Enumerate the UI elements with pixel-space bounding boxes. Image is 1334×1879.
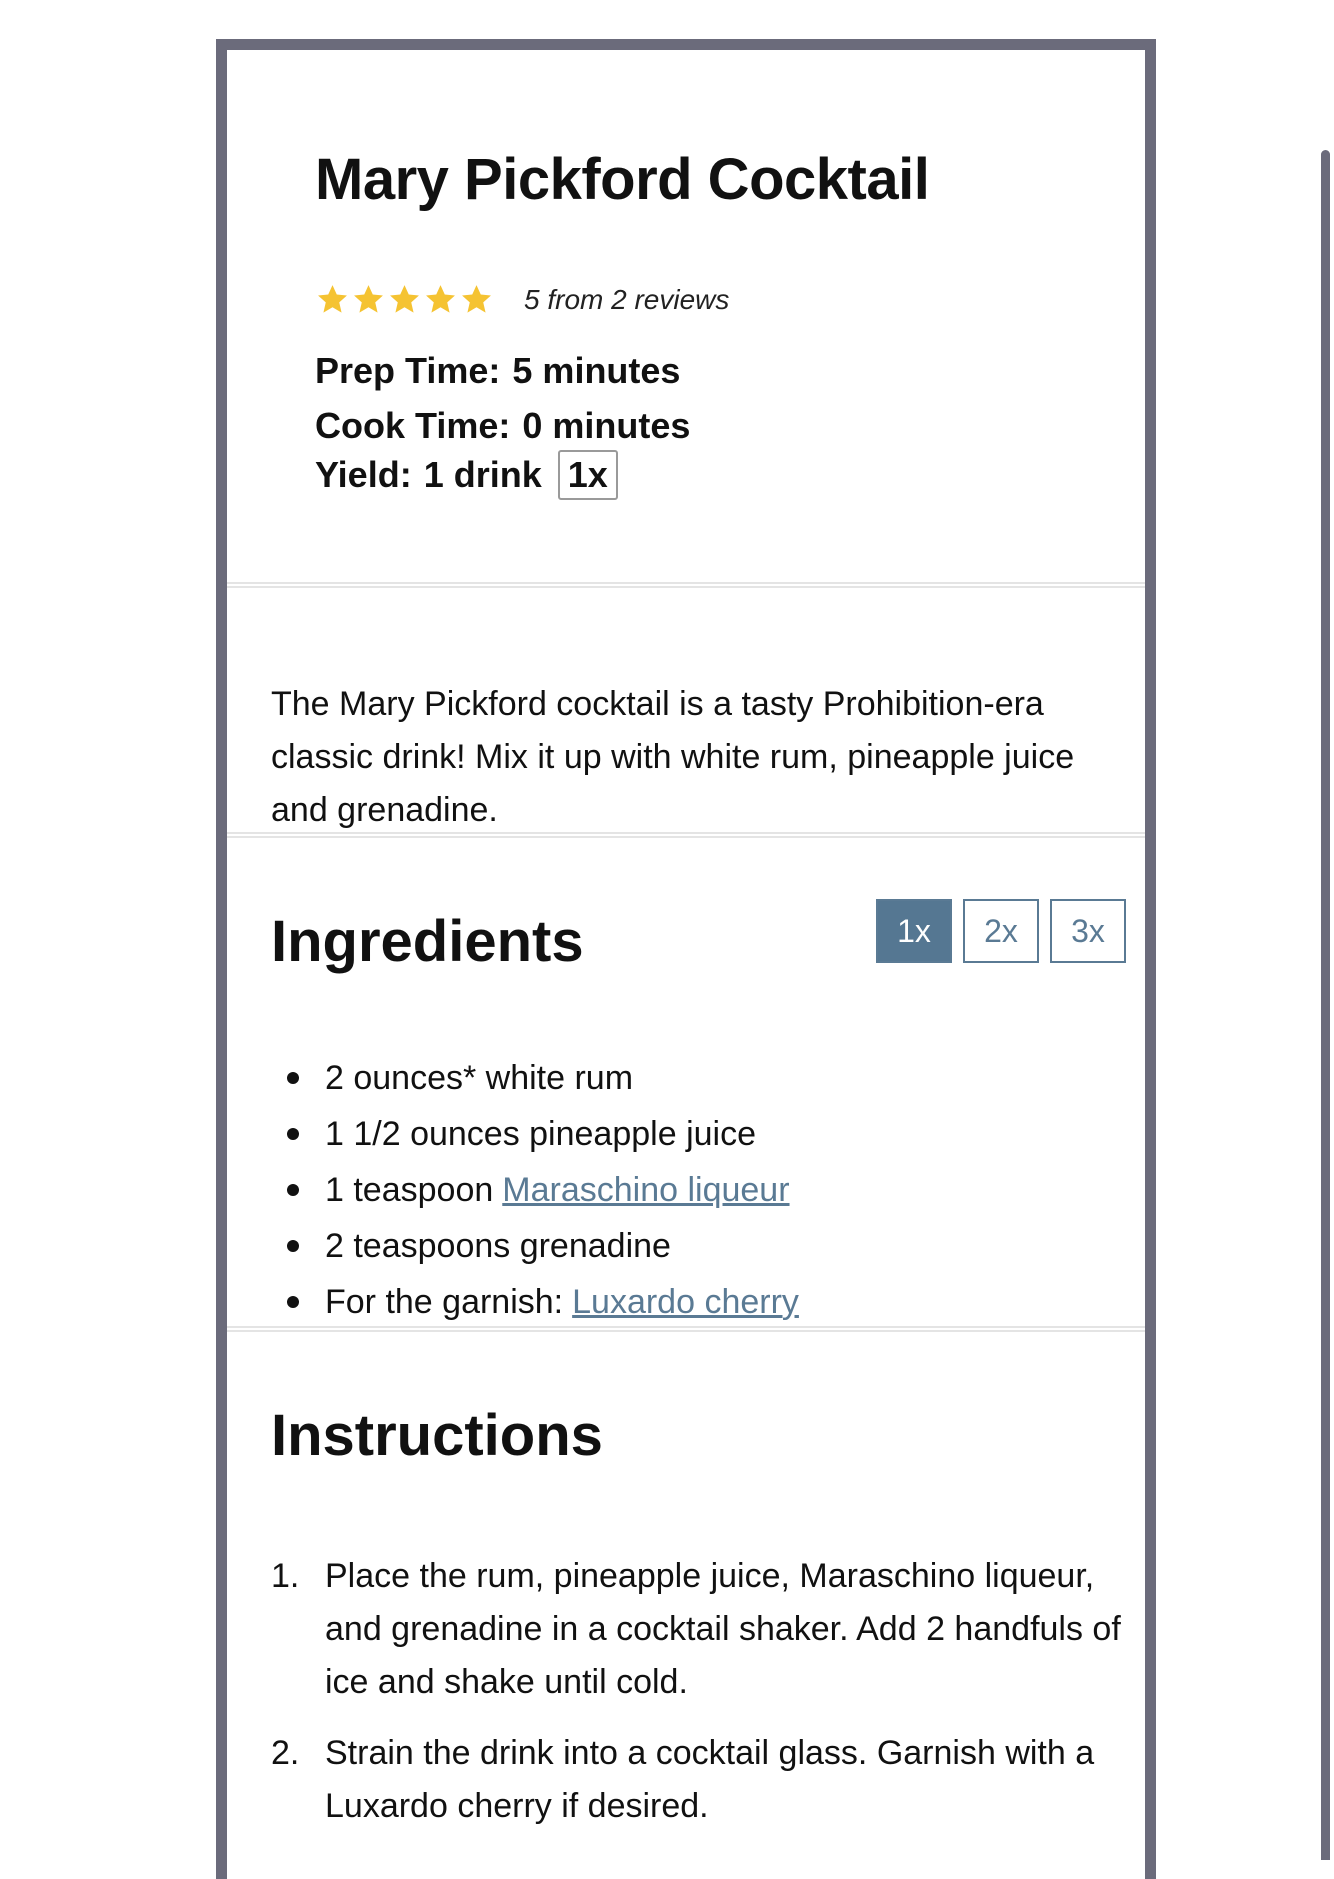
servings-scale: [876, 899, 1126, 963]
instructions-list: [271, 1550, 1125, 1851]
ingredient-text: 2 teaspoons grenadine: [325, 1226, 671, 1265]
rating-summary: 5 from 2 reviews: [524, 283, 730, 315]
cook-time-value: 0 minutes: [522, 405, 691, 446]
star-rating[interactable]: [315, 283, 494, 316]
star-icon[interactable]: [459, 283, 494, 316]
yield: [315, 450, 618, 500]
ingredients-list: [271, 1050, 799, 1330]
step-text: Strain the drink into a cocktail glass. Garnish with a Luxardo cherry if desired.: [325, 1734, 1095, 1825]
step-text: Place the rum, pineapple juice, Maraschino liqueur, and grenadine in a cocktail shaker. Add 2 handfuls of ice and shake until cold.: [325, 1557, 1121, 1701]
star-icon[interactable]: [387, 283, 422, 316]
section-divider: [227, 832, 1145, 838]
instruction-step: [271, 1727, 1125, 1833]
cook-time-label: Cook Time:: [315, 405, 511, 446]
ingredient-text: 2 ounces* white rum: [325, 1058, 634, 1097]
ingredient-text: For the garnish:: [325, 1282, 564, 1321]
cook-time: [315, 405, 690, 447]
yield-value: 1 drink: [423, 454, 542, 495]
section-divider: [227, 1326, 1145, 1332]
section-divider: [227, 582, 1145, 588]
ingredient-item: [271, 1218, 799, 1274]
prep-time-label: Prep Time:: [315, 350, 501, 391]
bullet-icon: [287, 1296, 299, 1308]
scale-2x-button[interactable]: 2x: [963, 899, 1039, 963]
ingredient-item: [271, 1162, 799, 1218]
recipe-card: [216, 39, 1156, 1879]
scrollbar[interactable]: [1321, 150, 1330, 1860]
star-icon[interactable]: [315, 283, 350, 316]
yield-label: Yield:: [315, 454, 412, 495]
bullet-icon: [287, 1184, 299, 1196]
star-icon[interactable]: [423, 283, 458, 316]
bullet-icon: [287, 1240, 299, 1252]
ingredient-item: [271, 1106, 799, 1162]
prep-time: [315, 350, 680, 392]
rating-row: [315, 283, 729, 316]
step-number: 1.: [271, 1557, 300, 1595]
prep-time-value: 5 minutes: [512, 350, 681, 391]
ingredients-heading: Ingredients: [271, 909, 584, 974]
yield-scale-button[interactable]: 1x: [558, 450, 618, 500]
ingredient-text: 1 teaspoon: [325, 1170, 494, 1209]
scale-1x-button[interactable]: 1x: [876, 899, 952, 963]
instruction-step: [271, 1550, 1125, 1709]
luxardo-cherry-link[interactable]: Luxardo cherry: [572, 1282, 799, 1321]
bullet-icon: [287, 1072, 299, 1084]
instructions-heading: Instructions: [271, 1403, 603, 1468]
recipe-summary: The Mary Pickford cocktail is a tasty Prohibition-era classic drink! Mix it up with white rum, pineapple juice and grenadine.: [271, 685, 1075, 829]
ingredient-item: [271, 1274, 799, 1330]
star-icon[interactable]: [351, 283, 386, 316]
recipe-title: Mary Pickford Cocktail: [315, 147, 930, 212]
maraschino-liqueur-link[interactable]: Maraschino liqueur: [502, 1170, 790, 1209]
step-number: 2.: [271, 1734, 300, 1772]
ingredient-item: [271, 1050, 799, 1106]
scale-3x-button[interactable]: 3x: [1050, 899, 1126, 963]
bullet-icon: [287, 1128, 299, 1140]
ingredient-text: 1 1/2 ounces pineapple juice: [325, 1114, 756, 1153]
